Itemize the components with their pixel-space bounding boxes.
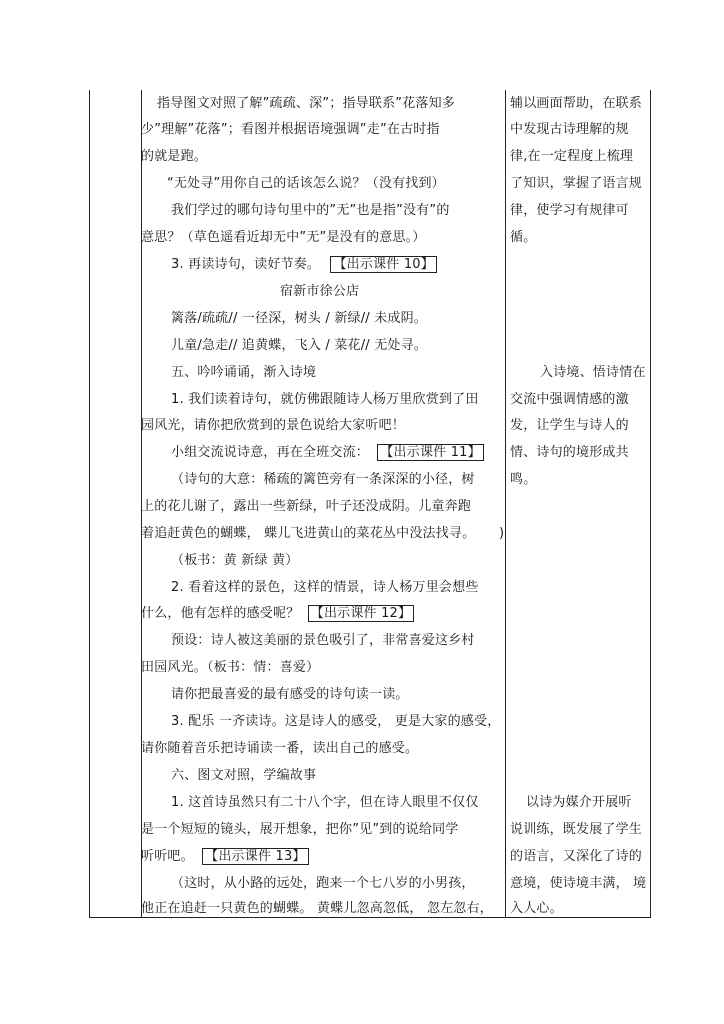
side-line: 鸣。 (510, 472, 537, 487)
text-line: （这时，从小路的远处，跑来一个七八岁的小男孩， (171, 876, 475, 891)
side-line: 律,在一定程度上梳理 (510, 149, 634, 164)
text-line (141, 848, 309, 866)
text-line: 指导图文对照了解”疏疏、深”；指导联系”花落知多 (157, 96, 456, 111)
text-line: （板书：黄 新绿 黄） (171, 553, 299, 568)
poem-line: 篱落/疏疏// 一径深，树头 / 新绿// 未成阴。 (171, 311, 428, 326)
side-line: 了知识，掌握了语言规 (510, 176, 643, 191)
courseware-tag: 【出示课件 13】 (202, 848, 308, 865)
text-line: 他正在追赶一只黄色的蝴蝶。 黄蝶儿忽高忽低， 忽左忽右， (141, 901, 493, 916)
text-line: 上的花儿谢了，露出一些新绿，叶子还没成阴。儿童奔跑 (141, 499, 472, 514)
courseware-tag: 【出示课件 11】 (377, 444, 483, 461)
side-line: 入诗境、悟诗情在 (540, 365, 646, 380)
table-border-right (650, 90, 651, 918)
side-line: 辅以画面帮助，在联系 (510, 96, 643, 111)
section-heading: 六、图文对照，学编故事 (171, 768, 317, 783)
side-line: 发，让学生与诗人的 (510, 418, 629, 433)
step-text: 听听吧。 (141, 849, 194, 864)
step-text: 3. 再读诗句，读好节奏。 (171, 257, 321, 272)
text-line: 1. 我们读着诗句，就仿佛跟随诗人杨万里欣赏到了田 (171, 392, 479, 407)
side-line: 说训练，既发展了学生 (510, 822, 643, 837)
text-line: （诗句的大意：稀疏的篱笆旁有一条深深的小径，树 (171, 472, 475, 487)
text-line: 少”理解”花落”；看图并根据语境强调”走”在古时指 (141, 122, 440, 137)
text-line: 田园风光。（板书：情：喜爱） (141, 660, 320, 675)
side-line: 中发现古诗理解的规 (510, 122, 629, 137)
table-border-left (89, 90, 90, 918)
text-line (141, 605, 414, 623)
side-line: 循。 (510, 230, 537, 245)
poem-title: 宿新市徐公店 (280, 284, 360, 299)
column-divider-2 (505, 90, 506, 918)
side-line: 入人心。 (510, 901, 563, 916)
step-text: 小组交流说诗意，再在全班交流： (171, 445, 370, 460)
side-line: 交流中强调情感的激 (510, 392, 629, 407)
text-line: 我们学过的哪句诗句里中的”无”也是指”没有”的 (171, 203, 450, 218)
text-line: 的就是跑。 (141, 149, 208, 164)
text-line: 着追赶黄色的蝴蝶， 蝶儿飞进黄山的菜花丛中没法找寻。 (141, 526, 476, 541)
courseware-tag: 【出示课件 12】 (308, 605, 414, 622)
text-line: 意思？（草色遥看近却无中”无”是没有的意思。） (141, 230, 426, 245)
courseware-tag: 【出示课件 10】 (330, 256, 436, 273)
side-line: 以诗为媒介开展听 (526, 795, 632, 810)
text-line: 3. 配乐 一齐读诗。这是诗人的感受， 更是大家的感受， (171, 714, 501, 729)
side-line: 的语言，又深化了诗的 (510, 849, 643, 864)
text-line: 预设：诗人被这美丽的景色吸引了，非常喜爱这乡村 (171, 633, 475, 648)
text-line (171, 444, 484, 462)
section-heading: 五、吟吟诵诵，渐入诗境 (171, 365, 317, 380)
text-line: 2. 看着这样的景色，这样的情景，诗人杨万里会想些 (171, 580, 479, 595)
text-line: 园风光，请你把欣赏到的景色说给大家听吧！ (141, 418, 406, 433)
text-line: 请你把最喜爱的最有感受的诗句读一读。 (171, 687, 409, 702)
side-line: 意境，使诗境丰满， 境 (510, 876, 647, 891)
text-line: 请你随着音乐把诗诵读一番，读出自己的感受。 (141, 741, 419, 756)
poem-line: 儿童/急走// 追黄蝶，飞入 / 菜花// 无处寻。 (171, 338, 428, 353)
text-line: 1. 这首诗虽然只有二十八个字，但在诗人眼里不仅仅 (171, 795, 479, 810)
stray-paren: ) (499, 526, 505, 541)
text-line (171, 256, 437, 274)
step-text: 什么，他有怎样的感受呢？ (141, 606, 300, 621)
text-line: 是一个短短的镜头，展开想象，把你”见”到的说给同学 (141, 822, 459, 837)
text-line: “无处寻”用你自己的话该怎么说？（没有找到） (167, 176, 445, 191)
side-line: 律，使学习有规律可 (510, 203, 629, 218)
side-line: 情、诗句的境形成共 (510, 445, 629, 460)
